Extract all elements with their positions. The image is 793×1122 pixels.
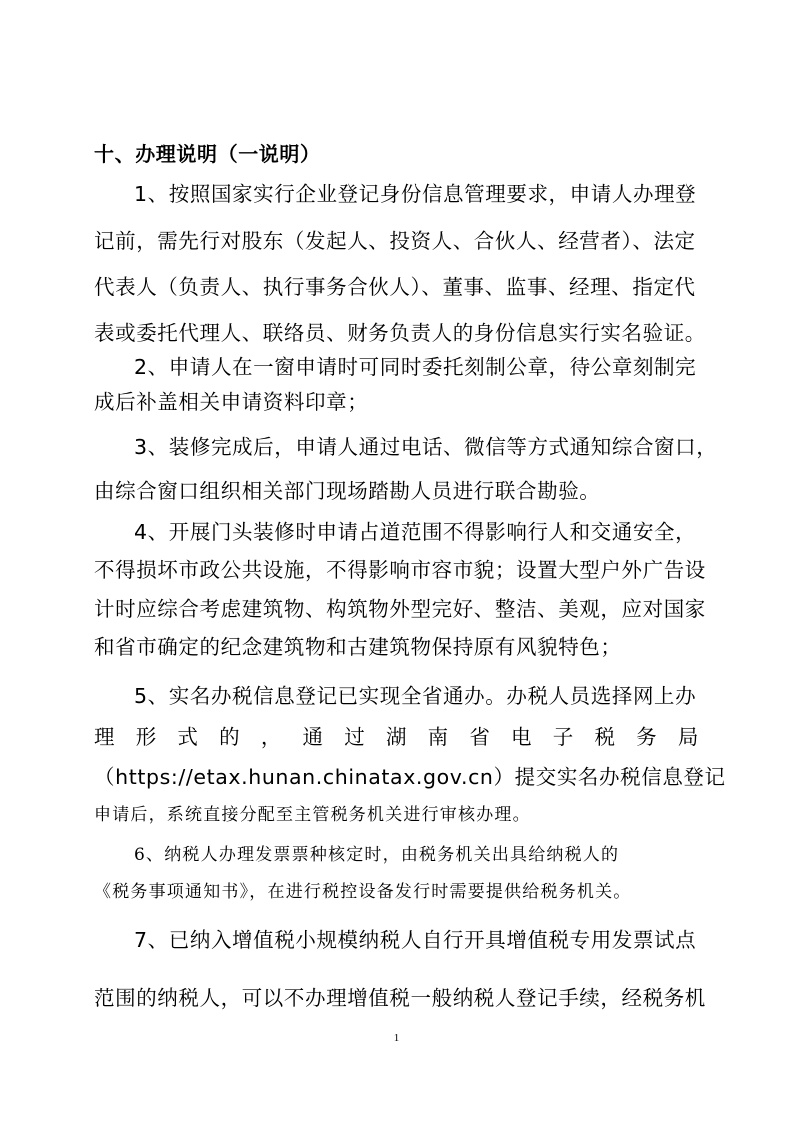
paragraph-1-line-1: 1、按照国家实行企业登记身份信息管理要求，申请人办理登 <box>134 182 697 206</box>
paragraph-4-line-3: 计时应综合考虑建筑物、构筑物外型完好、整洁、美观，应对国家 <box>94 597 706 621</box>
paragraph-6-line-1: 6、纳税人办理发票票种核定时，由税务机关出具给纳税人的 <box>134 845 620 865</box>
paragraph-5-line-3: （https://etax.hunan.chinatax.gov.cn）提交实名办税信息登记 <box>94 765 726 789</box>
paragraph-5-line-1: 5、实名办税信息登记已实现全省通办。办税人员选择网上办 <box>134 684 697 708</box>
paragraph-4-line-4: 和省市确定的纪念建筑物和古建筑物保持原有风貌特色； <box>94 635 622 659</box>
section-heading: 十、办理说明（一说明） <box>94 142 321 166</box>
paragraph-4-line-1: 4、开展门头装修时申请占道范围不得影响行人和交通安全， <box>134 520 697 544</box>
paragraph-1-line-3: 代表人（负责人、执行事务合伙人）、董事、监事、经理、指定代 <box>94 275 696 299</box>
paragraph-2-line-1: 2、申请人在一窗申请时可同时委托刻制公章，待公章刻制完 <box>134 355 697 379</box>
paragraph-6-line-2: 《税务事项通知书》，在进行税控设备发行时需要提供给税务机关。 <box>94 882 632 902</box>
paragraph-7-line-2: 范围的纳税人，可以不办理增值税一般纳税人登记手续，经税务机 <box>94 986 706 1010</box>
paragraph-4-line-2: 不得损坏市政公共设施，不得影响市容市貌；设置大型户外广告设 <box>94 558 706 582</box>
paragraph-2-line-2: 成后补盖相关申请资料印章； <box>94 390 369 414</box>
paragraph-3-line-1: 3、装修完成后，申请人通过电话、微信等方式通知综合窗口， <box>134 435 718 459</box>
paragraph-5-line-4: 申请后，系统直接分配至主管税务机关进行审核办理。 <box>94 805 531 825</box>
paragraph-1-line-4: 表或委托代理人、联络员、财务负责人的身份信息实行实名验证。 <box>94 321 706 345</box>
paragraph-3-line-2: 由综合窗口组织相关部门现场踏勘人员进行联合勘验。 <box>94 479 601 503</box>
paragraph-1-line-2: 记前，需先行对股东（发起人、投资人、合伙人、经营者）、法定 <box>94 229 696 253</box>
paragraph-7-line-1: 7、已纳入增值税小规模纳税人自行开具增值税专用发票试点 <box>134 928 697 952</box>
page-number: 1 <box>393 1032 400 1044</box>
paragraph-5-line-2: 理 形 式 的 ， 通 过 湖 南 省 电 子 税 务 局 <box>94 725 699 749</box>
